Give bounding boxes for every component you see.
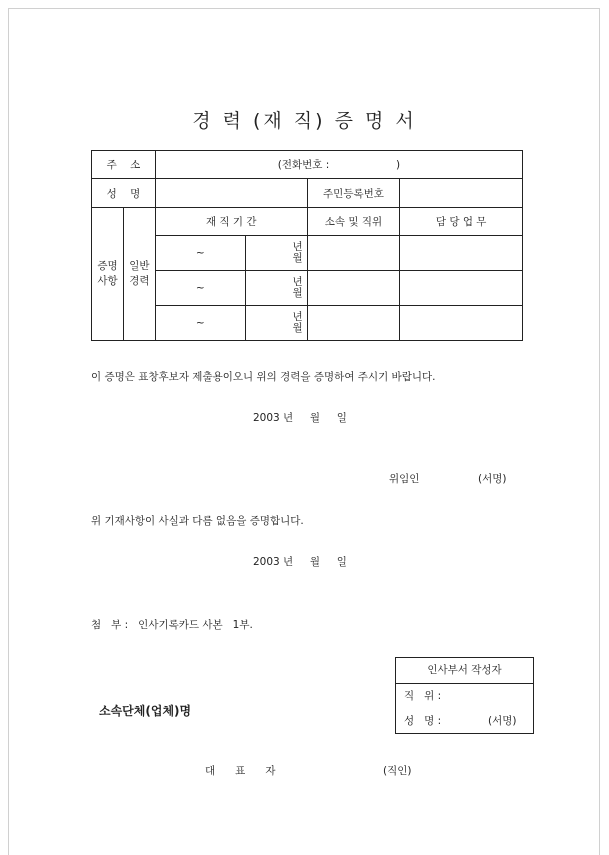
hr-position-label: 직 위 : <box>404 690 442 702</box>
phone-note: (전화번호 : ) <box>155 151 522 179</box>
resident-number-label: 주민등록번호 <box>307 179 400 208</box>
hr-position-row[interactable] <box>396 684 533 709</box>
duty-cell[interactable] <box>400 271 523 306</box>
hr-signature: (서명) <box>488 715 517 727</box>
period-header: 재 직 기 간 <box>155 208 307 236</box>
name-label: 성 명 <box>92 179 156 208</box>
hr-name-row[interactable] <box>396 709 533 734</box>
request-statement: 이 증명은 표창후보자 제출용이오니 위의 경력을 증명하여 주시기 바랍니다. <box>91 371 436 383</box>
proof-items-label: 증명 사항 <box>92 208 124 341</box>
period-end[interactable] <box>245 236 307 271</box>
address-label: 주 소 <box>92 151 156 179</box>
tilde: ~ <box>195 317 205 329</box>
period-start[interactable] <box>155 306 245 341</box>
verification-statement: 위 기재사항이 사실과 다름 없음을 증명합니다. <box>91 515 304 527</box>
period-start[interactable] <box>155 236 245 271</box>
period-end[interactable] <box>245 271 307 306</box>
period-end[interactable] <box>245 306 307 341</box>
general-career-label: 일반 경력 <box>123 208 155 341</box>
attachment-note: 첨 부 : 인사기록카드 사본 1부. <box>91 619 253 631</box>
month-unit: 월 <box>292 252 303 264</box>
position-cell[interactable] <box>307 271 400 306</box>
tilde: ~ <box>195 282 205 294</box>
duty-header: 담 당 업 무 <box>400 208 523 236</box>
hr-writer-header: 인사부서 작성자 <box>396 658 533 684</box>
resident-number-value[interactable] <box>400 179 523 208</box>
position-cell[interactable] <box>307 236 400 271</box>
year-unit: 년 <box>292 240 303 253</box>
position-cell[interactable] <box>307 306 400 341</box>
year-unit: 년 <box>292 275 303 288</box>
issue-date-2: 2003 년 월 일 <box>253 556 347 568</box>
tilde: ~ <box>195 247 205 259</box>
delegator-label: 위임인 <box>389 473 420 485</box>
career-table <box>91 150 523 341</box>
document-title: 경 력 (재 직) 증 명 서 <box>192 110 417 132</box>
position-header: 소속 및 직위 <box>307 208 400 236</box>
representative-label: 대 표 자 <box>205 765 276 777</box>
organization-name: 소속단체(업체)명 <box>99 704 192 718</box>
duty-cell[interactable] <box>400 306 523 341</box>
delegator-signature: (서명) <box>478 473 507 485</box>
name-value[interactable] <box>155 179 307 208</box>
period-start[interactable] <box>155 271 245 306</box>
year-unit: 년 <box>292 310 303 323</box>
month-unit: 월 <box>292 322 303 334</box>
duty-cell[interactable] <box>400 236 523 271</box>
hr-name-label: 성 명 : <box>404 715 442 727</box>
month-unit: 월 <box>292 287 303 299</box>
issue-date-1: 2003 년 월 일 <box>253 412 347 424</box>
hr-writer-box <box>395 657 534 734</box>
official-seal: (직인) <box>383 765 412 777</box>
